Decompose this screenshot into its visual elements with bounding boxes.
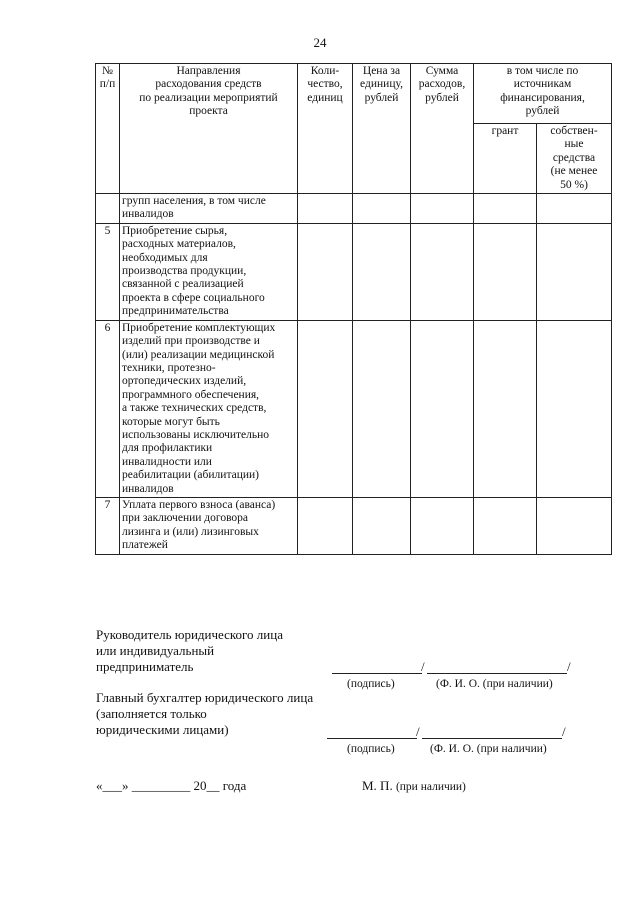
- cell-quantity: [298, 497, 353, 554]
- table-row: [96, 497, 612, 554]
- cell-grant: [474, 497, 537, 554]
- accountant-name-line[interactable]: [422, 738, 562, 739]
- accountant-signature-label: Главный бухгалтер юридического лица (заполняется только юридическими лицами): [96, 690, 314, 737]
- row-direction: Приобретение комплектующих изделий при производстве и (или) реализации медицинской техники, протезно- ортопедических изделий, программного обеспечения, а также технических средств, которые могут быть использованы исключительно для профилактики инвалидности или реабилитации (абилитации) инвалидов: [120, 320, 298, 497]
- cell-quantity: [298, 223, 353, 320]
- accountant-slash-end: /: [562, 724, 566, 739]
- header-no: № п/п: [96, 64, 120, 194]
- head-signature-label: Руководитель юридического лица или индивидуальный предприниматель: [96, 627, 283, 674]
- accountant-caption-signature: (подпись): [347, 743, 395, 755]
- cell-unit-price: [353, 194, 411, 224]
- cell-grant: [474, 194, 537, 224]
- head-signature-line[interactable]: [332, 673, 422, 674]
- stamp-note: (при наличии): [395, 781, 466, 793]
- table-row: [96, 223, 612, 320]
- expense-table: [95, 63, 612, 555]
- page-number: 24: [313, 35, 327, 50]
- row-no: 5: [96, 223, 120, 320]
- cell-quantity: [298, 320, 353, 497]
- row-no: 7: [96, 497, 120, 554]
- header-direction: Направления расходования средств по реализации мероприятий проекта: [120, 64, 298, 194]
- cell-total: [411, 320, 474, 497]
- cell-own-funds: [537, 223, 612, 320]
- cell-grant: [474, 223, 537, 320]
- cell-unit-price: [353, 320, 411, 497]
- header-unit-price: Цена за единицу, рублей: [353, 64, 411, 194]
- head-caption-name: (Ф. И. О. (при наличии): [436, 678, 553, 690]
- cell-total: [411, 223, 474, 320]
- cell-unit-price: [353, 497, 411, 554]
- accountant-caption-name: (Ф. И. О. (при наличии): [430, 743, 547, 755]
- cell-quantity: [298, 194, 353, 224]
- cell-total: [411, 194, 474, 224]
- cell-grant: [474, 320, 537, 497]
- head-caption-signature: (подпись): [347, 678, 395, 690]
- table-row: [96, 320, 612, 497]
- cell-own-funds: [537, 497, 612, 554]
- accountant-slash: /: [416, 724, 420, 739]
- row-no: 6: [96, 320, 120, 497]
- cell-own-funds: [537, 194, 612, 224]
- header-total: Сумма расходов, рублей: [411, 64, 474, 194]
- header-own-funds: собствен- ные средства (не менее 50 %): [537, 124, 612, 194]
- cell-total: [411, 497, 474, 554]
- head-name-line[interactable]: [427, 673, 567, 674]
- date-line[interactable]: «___» _________ 20__ года: [96, 778, 247, 793]
- row-direction: групп населения, в том числе инвалидов: [120, 194, 298, 224]
- row-no: [96, 194, 120, 224]
- accountant-signature-line[interactable]: [327, 738, 417, 739]
- table-row: [96, 194, 612, 224]
- row-direction: Приобретение сырья, расходных материалов, необходимых для производства продукции, связанной с реализацией проекта в сфере социального предпринимательства: [120, 223, 298, 320]
- table-header-row: [96, 64, 612, 124]
- row-direction: Уплата первого взноса (аванса) при заключении договора лизинга и (или) лизинговых платежей: [120, 497, 298, 554]
- stamp-placeholder: М. П. (при наличии): [362, 778, 466, 793]
- header-grant: грант: [474, 124, 537, 194]
- head-slash-end: /: [567, 659, 571, 674]
- head-slash: /: [421, 659, 425, 674]
- header-sources: в том числе по источникам финансирования, рублей: [474, 64, 612, 124]
- cell-own-funds: [537, 320, 612, 497]
- cell-unit-price: [353, 223, 411, 320]
- header-quantity: Коли- чество, единиц: [298, 64, 353, 194]
